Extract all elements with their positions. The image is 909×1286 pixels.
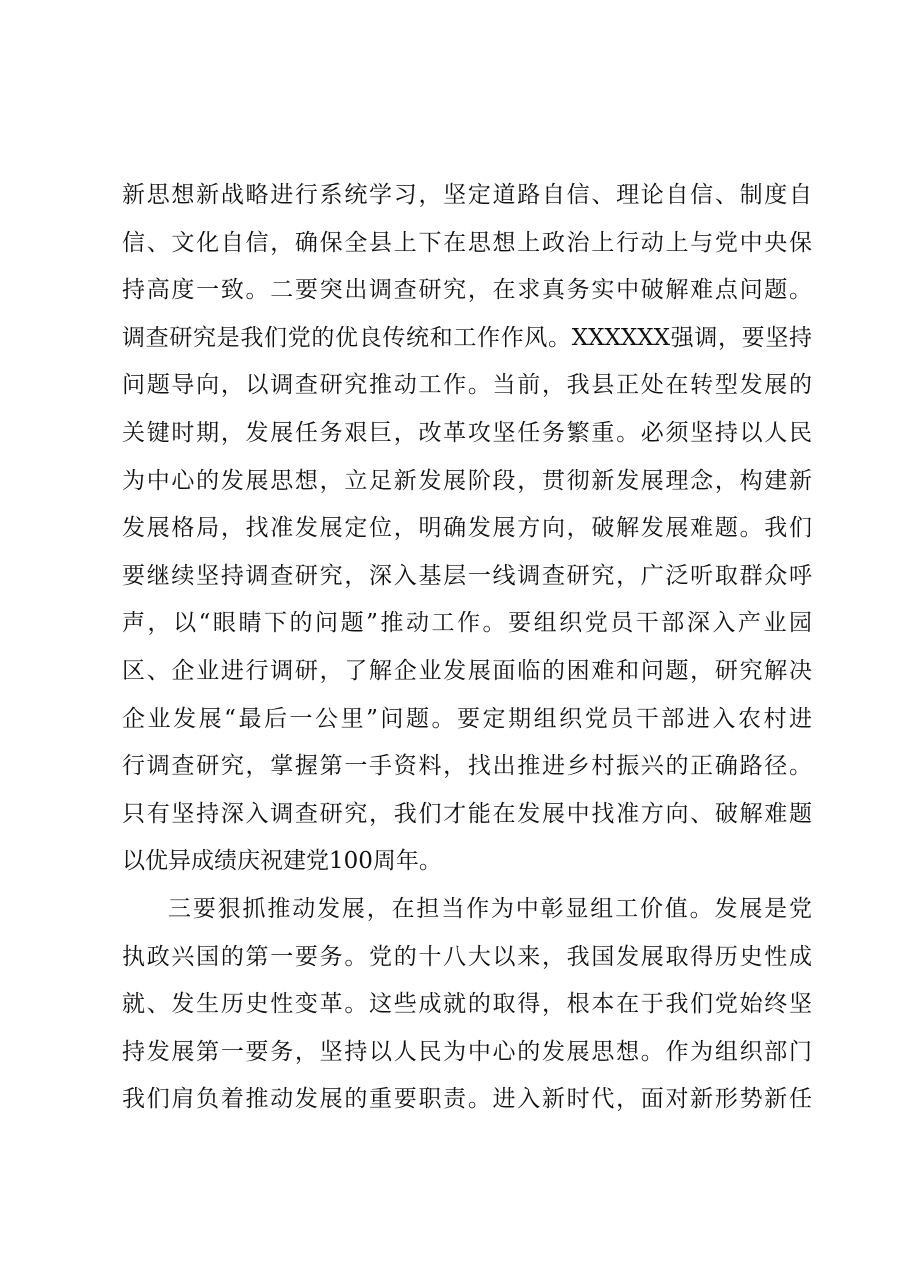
text-line: 企业发展“最后一公里”问题。要定期组织党员干部进入农村进	[122, 705, 812, 732]
text-line: 执政兴国的第一要务。党的十八大以来，我国发展取得历史性成	[122, 943, 812, 970]
paragraph-first-line: 三要狠抓推动发展，在担当作为中彰显组工价值。发展是党	[168, 895, 812, 922]
text-line: 调查研究是我们党的优良传统和工作作风。XXXXXX强调，要坚持	[122, 324, 812, 351]
text-line: 问题导向，以调查研究推动工作。当前，我县正处在转型发展的	[122, 372, 812, 399]
text-line: 区、企业进行调研，了解企业发展面临的困难和问题，研究解决	[122, 657, 812, 684]
text-line: 关键时期，发展任务艰巨，改革攻坚任务繁重。必须坚持以人民	[122, 419, 812, 446]
text-line: 持发展第一要务，坚持以人民为中心的发展思想。作为组织部门	[122, 1038, 812, 1065]
text-line: 就、发生历史性变革。这些成就的取得，根本在于我们党始终坚	[122, 991, 812, 1018]
text-line: 声，以“眼睛下的问题”推动工作。要组织党员干部深入产业园	[122, 610, 812, 637]
text-line: 只有坚持深入调查研究，我们才能在发展中找准方向、破解难题	[122, 800, 812, 827]
paragraph-last-line: 以优异成绩庆祝建党100周年。	[122, 848, 442, 875]
body-text	[122, 172, 812, 1124]
text-line: 发展格局，找准发展定位，明确发展方向，破解发展难题。我们	[122, 515, 812, 542]
text-line: 信、文化自信，确保全县上下在思想上政治上行动上与党中央保	[122, 229, 812, 256]
text-line: 我们肩负着推动发展的重要职责。进入新时代，面对新形势新任	[122, 1086, 812, 1113]
text-line: 新思想新战略进行系统学习，坚定道路自信、理论自信、制度自	[122, 182, 812, 208]
text-line: 要继续坚持调查研究，深入基层一线调查研究，广泛听取群众呼	[122, 562, 812, 589]
text-line: 行调查研究，掌握第一手资料，找出推进乡村振兴的正确路径。	[122, 753, 812, 780]
text-line: 持高度一致。二要突出调查研究，在求真务实中破解难点问题。	[122, 277, 812, 304]
text-line: 为中心的发展思想，立足新发展阶段，贯彻新发展理念，构建新	[122, 467, 812, 494]
